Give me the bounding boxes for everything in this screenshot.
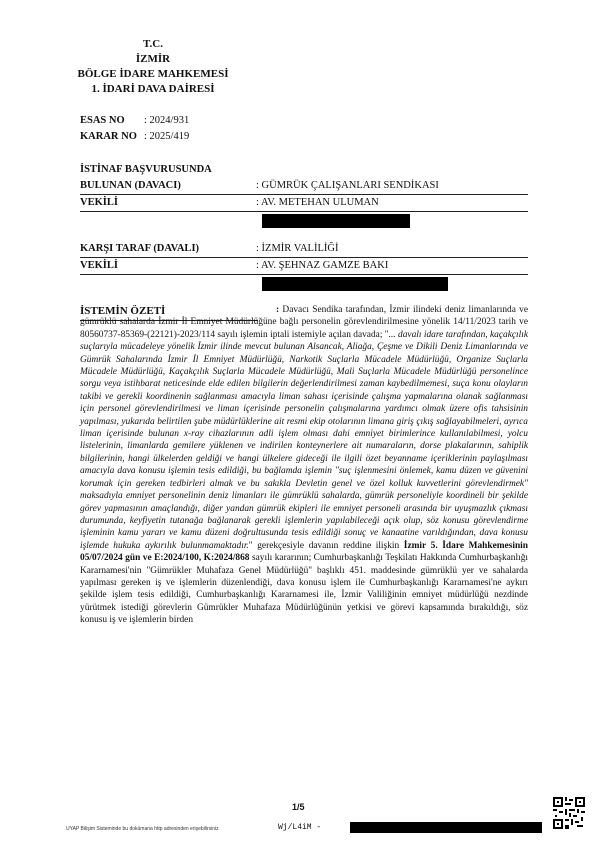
vekili2-label: VEKİLİ <box>80 260 118 271</box>
istinaf-value-rule <box>256 194 528 195</box>
summary-intro: Davacı Sendika tarafından, İzmir ilindeki deniz limanlarında ve gümrüklü sahalarda İzmir İl Emniyet Müdürlüğüne bağlı personelin görevlendirilmesine yönelik 14/11/2023 tarih ve 80560737-85369-(22121)-2023/114 sayılı işlemin iptali istemiyle açılan davada; " <box>80 305 528 340</box>
esas-value: : 2024/931 <box>144 115 190 126</box>
karsi-value-rule <box>256 257 528 258</box>
istinaf-rule <box>80 194 258 195</box>
summary-quote: ... davalı idare tarafından, kaçakçılık suçlarıyla mücadeleye yönelik İzmir ilinde mevcut bulunan Alsancak, Aliağa, Çeşme ve Dikili Deniz Limanlarında ve Gümrük Sahalarında İzmir İl Emniyet Müdürlüğü, Narkotik Suçlarla Mücadele Müdürlüğü, Organize Suçlarla Mücadele Müdürlüğü, Kaçakçılık Suçlarla Mücadele Müdürlüğü, Mali Suçlarla Mücadele Müdürlüğü personelince sorgu veya istihbarat neticesinde elde edilen bilgilerin değerlendirilmesi zaman kaybedilmemesi, suça konu olayların takibi ve gerekli koordinenin sağlanması amacıyla liman sahası içerisinde çalışma yapmalarına olanak sağlanması için personel görevlendirilmesi ve liman içerisinde personelin çalışmalarına yardımcı olmak üzere ofis tahsisinin yapılması, yukarıda belirtilen şube müdürlüklerine ait resmi ekip otolarının limana giriş çıkış sağlayabilmeleri, ayrıca liman içerisinde bulunan x-ray cihazlarının adli işlem olması dahi emniyet birimlerince kullanılabilmesi, yolcu listelerinin, limanlarda gemilere yüklenen ve indirilen konteynerlere ait numaraların, dorse plakalarının, sahiplik bilgilerinin, hangi ülkelerden geldiği ve hangi ülkelere gideceği ile ilgili özet beyanname içeriklerinin paylaşılması amacıyla dava konusu işlemin tesis edildiği, bu bağlamda işlemin "suç işlenmesini önlemek, kamu düzen ve güvenini korumak için gereken tedbirleri almak ve bu sakıkla Devletin genel ve özel kolluk kuvvetlerini görevlendirmek" maksadıyla emniyet personelinin deniz limanları ile gümrüklü sahalarda, gümrük personeliyle koordineli bir şekilde görev yapmasının amaçlandığı, diğer yandan gümrük ekipleri ile emniyet personeli arasında bir uyuşmazlık çıkması durumunda, keyfiyetin tutanağa bağlanarak gerekli işlemlerin yapılabileceği açık olup, söz konusu görevlendirme işleminin kamu yararı ve kamu düzeni doğrultusunda tesis edildiği sonuç ve kanaatine varıldığından, dava konusu işlemde hukuka aykırılık bulunmamaktadır. <box>80 329 528 551</box>
redaction-block-footer <box>350 822 542 833</box>
summary-heading: İSTEMİN ÖZETİ <box>80 305 166 317</box>
karar-label: KARAR NO <box>80 131 137 142</box>
vekili2-value-rule <box>256 274 528 275</box>
vekili2-value: : AV. ŞEHNAZ GAMZE BAKI <box>256 260 389 271</box>
karsi-label: KARŞI TARAF (DAVALI) <box>80 243 200 254</box>
uyap-note: UYAP Bilişim Sisteminde bu dokümana http adresinden erişebilirsiniz <box>66 826 219 832</box>
summary-bold-ref: İzmir 5. İdare Mahkemesinin 05/07/2024 gün ve E:2024/100, K:2024/868 <box>80 540 528 564</box>
redaction-block-2 <box>262 277 448 291</box>
qr-code-icon <box>553 797 585 829</box>
header-line-court: BÖLGE İDARE MAHKEMESİ <box>77 68 229 80</box>
istinaf-label-1: İSTİNAF BAŞVURUSUNDA <box>80 164 212 175</box>
vekili1-label: VEKİLİ <box>80 197 118 208</box>
karsi-rule <box>80 257 258 258</box>
vekili2-rule <box>80 274 258 275</box>
summary-colon: : <box>276 305 280 315</box>
redaction-block-1 <box>262 214 410 228</box>
header-line-chamber: 1. İDARİ DAVA DAİRESİ <box>91 83 215 95</box>
summary-mid: " gerekçesiyle davanın reddine ilişkin <box>248 540 404 551</box>
page-number: 1/5 <box>292 802 305 812</box>
vekili1-value-rule <box>256 211 528 212</box>
summary-body <box>80 304 528 627</box>
esas-label: ESAS NO <box>80 115 125 126</box>
verification-code: Wj/L4iM - <box>278 823 322 832</box>
vekili1-value: : AV. METEHAN ULUMAN <box>256 197 379 208</box>
istinaf-label-2: BULUNAN (DAVACI) <box>80 180 181 191</box>
karsi-value: : İZMİR VALİLİĞİ <box>256 243 339 254</box>
vekili1-rule <box>80 211 258 212</box>
summary-rest: sayılı kararının; Cumhurbaşkanlığı Teşkilatı Hakkında Cumhurbaşkanlığı Kararnamesi'nin "Gümrükler Muhafaza Genel Müdürlüğü" başlıklı 451. maddesinde gümrüklü yer ve sahalarda yapılması gereken iş ve işlemlerin düzenlendiği, dava konusu işlem ile Cumhurbaşkanlığı Kararnamesi'ne aykırı şekilde işlem tesis edildiği, Cumhurbaşkanlığı Kararnamesi ile, İzmir Valiliğinin emniyet müdürlüğü nezdinde yürütmek istediği görevlerin Gümrükler Muhafaza Müdürlüğünün yetkisi ve görevi kapsamında bırakıldığı, söz konusu iş ve işlemlerin birden <box>80 553 528 626</box>
header-line-city: İZMİR <box>135 53 171 65</box>
header-line-tc: T.C. <box>143 38 163 50</box>
istinaf-value: : GÜMRÜK ÇALIŞANLARI SENDİKASI <box>256 180 439 191</box>
karar-value: : 2025/419 <box>144 131 190 142</box>
